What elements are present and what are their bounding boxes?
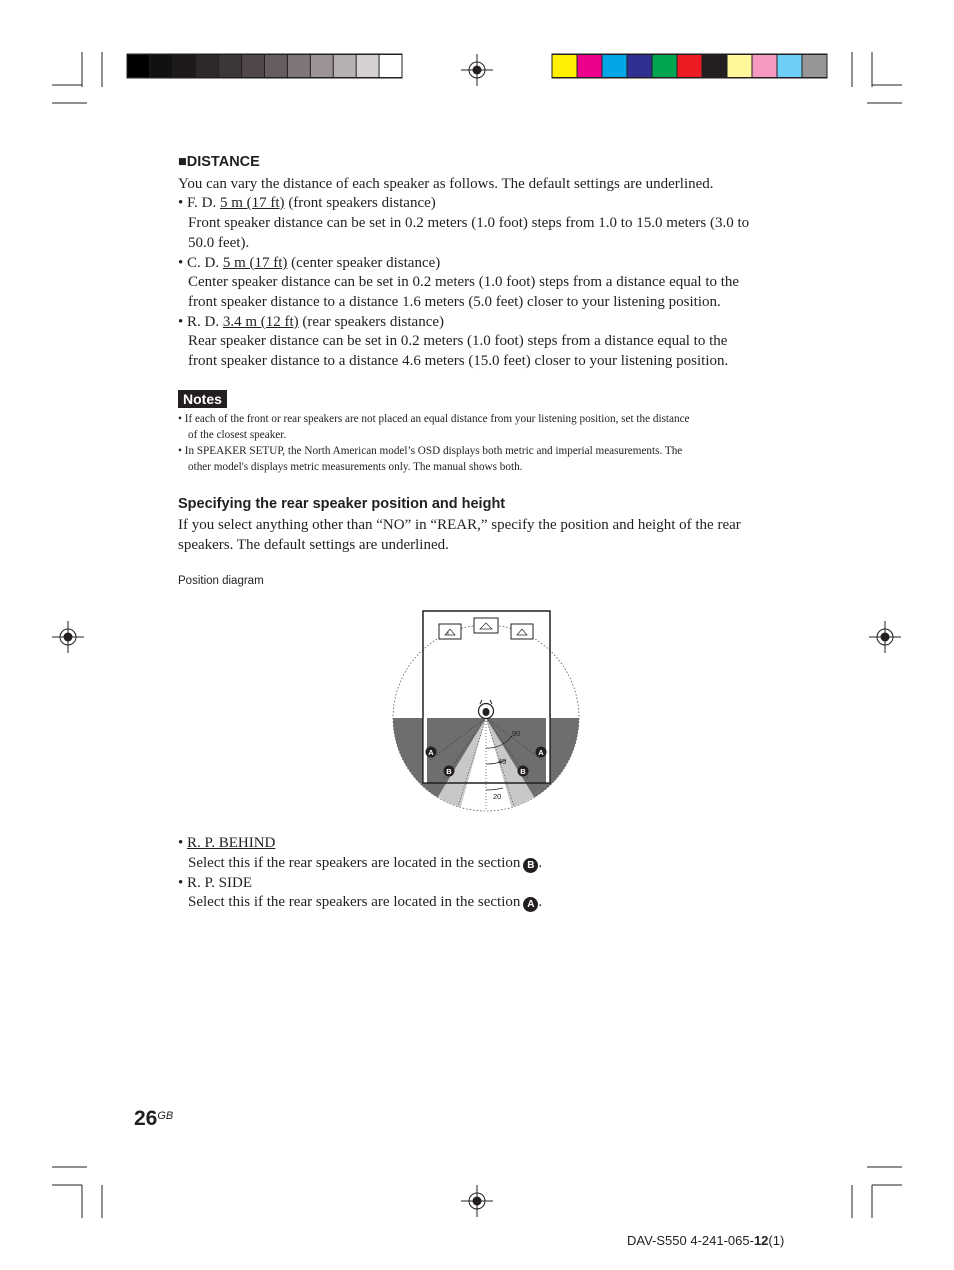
rd-default-value: 3.4 m (12 ft) — [222, 314, 299, 330]
fd-description-2: 50.0 feet). — [188, 235, 250, 251]
zone-a-right-label: A — [538, 748, 544, 757]
gray-swatch-4 — [196, 55, 218, 77]
rear-heading: Specifying the rear speaker position and height — [178, 496, 506, 512]
color-swatch-1 — [553, 55, 577, 77]
rp-behind-default: R. P. BEHIND — [187, 835, 276, 851]
cd-option: • C. D. 5 m (17 ft) (center speaker distance) — [178, 255, 441, 271]
gray-swatch-6 — [242, 55, 264, 77]
registration-mark-left-icon — [52, 621, 84, 653]
rp-behind-description: Select this if the rear speakers are located in the section B . — [188, 855, 543, 871]
zone-a-left-label: A — [428, 748, 434, 757]
color-swatch-4 — [628, 55, 652, 77]
note-1-line-2: of the closest speaker. — [188, 429, 287, 441]
distance-intro: You can vary the distance of each speaker as follows. The default settings are underlined. — [178, 176, 714, 192]
fd-option: • F. D. 5 m (17 ft) (front speakers distance) — [178, 195, 436, 211]
gray-swatch-10 — [334, 55, 356, 77]
rear-paragraph-1: If you select anything other than “NO” in “REAR,” specify the position and height of the rear — [178, 517, 741, 533]
front-right-speaker-icon — [511, 624, 533, 639]
square-bullet-icon: ■ — [178, 154, 187, 170]
gray-swatch-2 — [150, 55, 172, 77]
cd-default-value: 5 m (17 ft) — [222, 255, 288, 271]
angle-90-label: 90 — [512, 729, 521, 738]
fd-default-value: 5 m (17 ft) — [219, 195, 285, 211]
color-swatch-5 — [653, 55, 677, 77]
rd-description-2: front speaker distance to a distance 4.6 meters (15.0 feet) closer to your listening position. — [188, 353, 729, 369]
gray-swatch-5 — [219, 55, 241, 77]
note-2-line-2: other model's displays metric measurements only. The manual shows both. — [188, 461, 523, 473]
page-number: $26^{GB}$ — [134, 1107, 174, 1130]
note-1-line-1: • If each of the front or rear speakers are not placed an equal distance from your listening position, set the distance — [178, 413, 690, 425]
color-swatch-10 — [778, 55, 802, 77]
document-code: DAV-S550 4-241-065-12(1) — [627, 1233, 785, 1248]
color-calibration-bar — [551, 53, 828, 79]
zone-b-left-label: B — [446, 767, 452, 776]
rp-behind-option: • R. P. BEHIND — [178, 835, 276, 851]
gray-swatch-3 — [173, 55, 195, 77]
registration-mark-top-icon — [461, 54, 493, 86]
position-diagram — [388, 605, 588, 820]
diagram-caption: Position diagram — [178, 575, 264, 587]
rear-paragraph-2: speakers. The default settings are underlined. — [178, 537, 449, 553]
rd-description-1: Rear speaker distance can be set in 0.2 meters (1.0 foot) steps from a distance equal to the — [188, 333, 728, 349]
zone-b-right-label: B — [520, 767, 526, 776]
color-swatch-7 — [703, 55, 727, 77]
angle-45-label: 45 — [498, 757, 507, 766]
front-left-speaker-icon — [439, 624, 461, 639]
cd-description-1: Center speaker distance can be set in 0.2 meters (1.0 foot) steps from a distance equal to the — [188, 274, 740, 290]
color-swatch-6 — [678, 55, 702, 77]
cd-description-2: front speaker distance to a distance 1.6 meters (5.0 feet) closer to your listening position. — [188, 294, 721, 310]
gray-swatch-9 — [311, 55, 333, 77]
center-speaker-icon — [474, 618, 498, 633]
gray-swatch-12 — [380, 55, 402, 77]
angle-20-label: 20 — [493, 792, 502, 801]
gray-swatch-1 — [128, 55, 150, 77]
gray-swatch-8 — [288, 55, 310, 77]
notes-badge: Notes — [178, 390, 227, 408]
gray-swatch-11 — [357, 55, 379, 77]
rp-side-option: • R. P. SIDE — [178, 875, 253, 891]
rp-side-description: Select this if the rear speakers are located in the section A . — [188, 894, 543, 910]
grayscale-calibration-bar — [126, 53, 403, 79]
rd-option: • R. D. 3.4 m (12 ft) (rear speakers distance) — [178, 314, 445, 330]
color-swatch-9 — [753, 55, 777, 77]
registration-mark-bottom-icon — [461, 1185, 493, 1217]
color-swatch-2 — [578, 55, 602, 77]
note-2-line-1: • In SPEAKER SETUP, the North American model’s OSD displays both metric and imperial measurements. The — [178, 445, 683, 457]
fd-description-1: Front speaker distance can be set in 0.2 meters (1.0 foot) steps from 1.0 to 15.0 meters (3.0 to — [188, 215, 750, 231]
section-a-marker-icon: A — [523, 897, 538, 912]
color-swatch-8 — [728, 55, 752, 77]
color-swatch-3 — [603, 55, 627, 77]
distance-heading: ■DISTANCE — [178, 154, 260, 170]
gray-swatch-7 — [265, 55, 287, 77]
color-swatch-11 — [803, 55, 827, 77]
registration-mark-right-icon — [869, 621, 901, 653]
section-b-marker-icon: B — [523, 858, 538, 873]
